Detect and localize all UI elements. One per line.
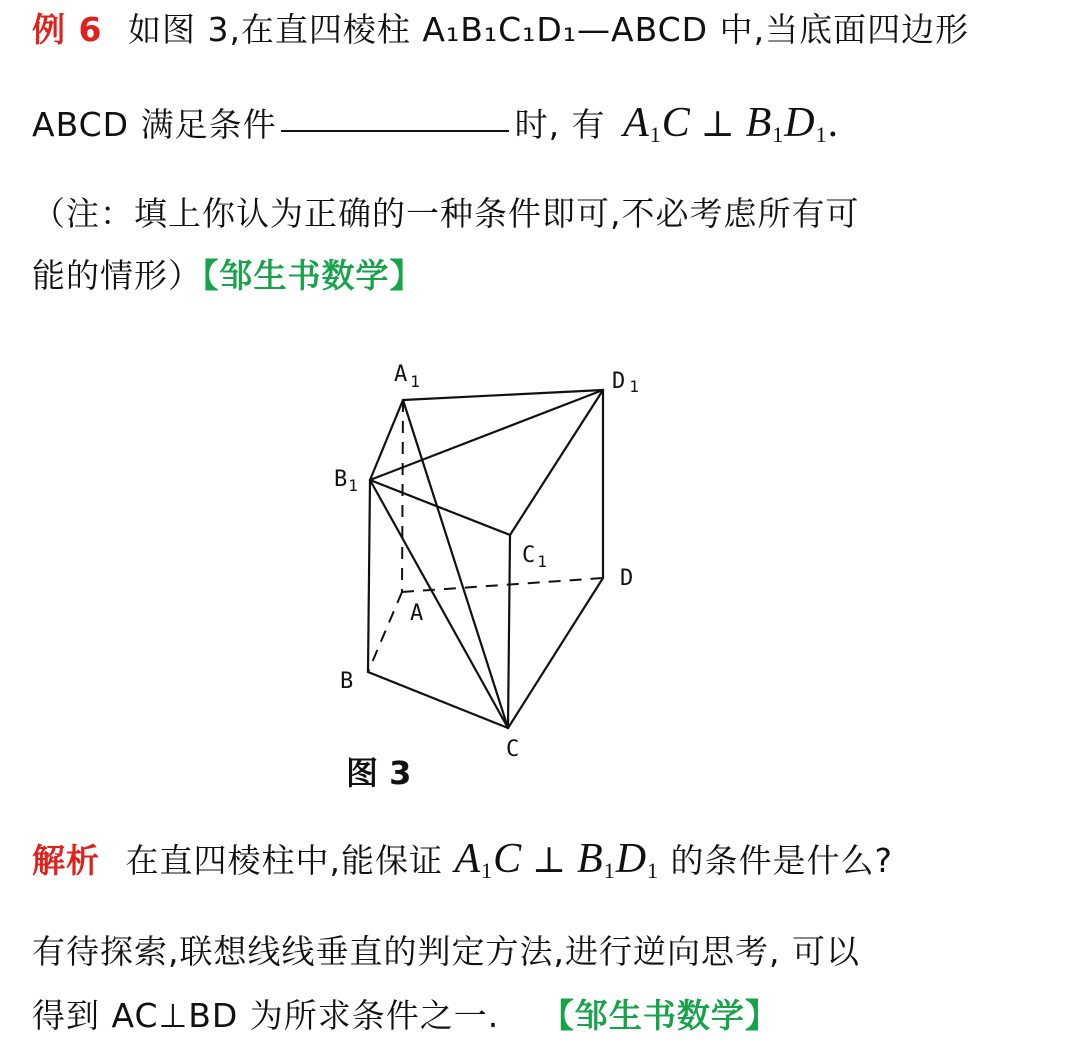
edge-b-c <box>368 672 508 728</box>
edge-c1-d1 <box>510 390 603 535</box>
label-b1: $B_1$ <box>334 467 358 495</box>
analysis-text-1-prefix: 在直四棱柱中,能保证 <box>125 841 443 880</box>
edge-b1-b <box>368 480 370 672</box>
diagonal-b1-c <box>370 480 508 728</box>
analysis-text-3: 得到 AC⊥BD 为所求条件之一. <box>32 996 500 1035</box>
edge-b1-c1 <box>370 480 510 535</box>
analysis-text-2: 有待探索,联想线线垂直的判定方法,进行逆向思考, 可以 <box>32 932 860 971</box>
analysis-tag: 解析 <box>32 841 100 880</box>
analysis-line-2 <box>32 932 860 972</box>
analysis-left-main: A <box>454 836 482 882</box>
edge-c-d <box>508 578 603 728</box>
analysis-right-main: B <box>577 836 604 882</box>
analysis-left-sub: 1 <box>481 858 494 883</box>
hidden-edge-a-d <box>402 578 603 592</box>
label-c: C <box>506 737 520 762</box>
problem-text-2-mid: 时, 有 <box>514 105 606 144</box>
hidden-edge-a-b <box>368 592 402 672</box>
label-d1: D 1 <box>612 369 639 396</box>
label-d: D <box>620 566 634 591</box>
analysis-line-1 <box>32 834 893 896</box>
relation-left-tail: C <box>661 100 691 146</box>
perp-symbol: ⊥ <box>700 104 736 145</box>
watermark-2: 【邹生书数学】 <box>540 996 779 1035</box>
analysis-right-tail-sub: 1 <box>647 858 660 883</box>
note-text-1: （注：填上你认为正确的一种条件即可,不必考虑所有可 <box>32 194 860 233</box>
analysis-right-sub: 1 <box>603 858 616 883</box>
relation-right-tail-sub: 1 <box>815 122 828 147</box>
label-b: B <box>340 669 354 694</box>
analysis-perp-symbol: ⊥ <box>532 840 568 881</box>
relation-left-main: A <box>623 100 650 146</box>
analysis-text-1-suffix: 的条件是什么? <box>670 841 894 880</box>
analysis-line-3 <box>32 996 779 1036</box>
label-a: A <box>410 601 424 626</box>
label-a1: A $_1$ <box>394 362 420 391</box>
analysis-right-tail: D <box>615 836 648 882</box>
label-c1: C $_1$ <box>522 543 547 571</box>
diagonal-a1-c <box>403 400 508 728</box>
relation-right-main: B <box>745 100 773 146</box>
edge-c1-c <box>508 535 510 728</box>
hidden-edge-a1-a <box>402 400 403 592</box>
problem-text-2-prefix: ABCD 满足条件 <box>32 105 277 144</box>
analysis-left-tail: C <box>493 836 523 882</box>
relation-right-sub: 1 <box>772 122 785 147</box>
example-tag: 例 6 <box>32 10 103 49</box>
relation-end: . <box>827 100 840 146</box>
watermark-1: 【邹生书数学】 <box>202 256 424 295</box>
figure-caption: 图 3 <box>346 754 412 792</box>
note-text-2: 能的情形） <box>32 256 202 295</box>
relation-left-sub: 1 <box>649 122 662 147</box>
edge-a1-d1 <box>403 390 603 400</box>
analysis-formula <box>455 836 660 882</box>
problem-text-1: 如图 3,在直四棱柱 A₁B₁C₁D₁—ABCD 中,当底面四边形 <box>127 10 970 49</box>
relation-right-tail: D <box>784 100 816 146</box>
